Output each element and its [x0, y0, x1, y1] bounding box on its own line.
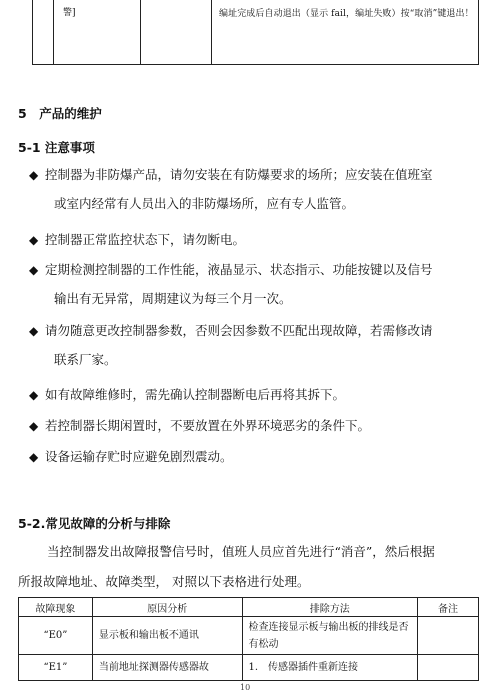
table-cell: “E0”	[19, 617, 93, 655]
page-number: 10	[240, 683, 251, 692]
bullet-diamond-icon: ◆	[29, 419, 39, 433]
list-item-text: 定期检测控制器的工作性能，液晶显示、状态指示、功能按键以及信号	[45, 262, 433, 277]
list-item-text: 如有故障维修时，需先确认控制器断电后再将其拆下。	[45, 387, 346, 402]
list-item-text: 设备运输存贮时应避免剧烈震动。	[45, 449, 233, 464]
bullet-diamond-icon: ◆	[29, 388, 39, 402]
table-cell: 1. 传感器插件重新连接	[242, 655, 418, 681]
table-header-row	[19, 598, 479, 617]
table-cell: 检查连接显示板与输出板的排线是否有松动	[242, 617, 418, 655]
subsection-title: 5-2.常见故障的分析与排除	[18, 516, 171, 531]
table-cell	[418, 655, 479, 681]
bullet-diamond-icon: ◆	[29, 450, 39, 464]
top-table-cell: 警]	[63, 8, 76, 18]
subsection-title: 5-1 注意事项	[18, 140, 95, 155]
table-divider	[140, 0, 141, 64]
column-header: 备注	[418, 598, 479, 617]
table-cell: “E1”	[19, 655, 93, 681]
bullet-diamond-icon: ◆	[29, 324, 39, 338]
list-item-text: 控制器为非防爆产品，请勿安装在有防爆要求的场所；应安装在值班室	[45, 167, 433, 182]
column-header: 故障现象	[19, 598, 93, 617]
table-divider	[53, 0, 54, 64]
fault-table	[18, 597, 479, 681]
bullet-diamond-icon: ◆	[29, 168, 39, 182]
list-item-text: 或室内经常有人员出入的非防爆场所，应有专人监管。	[54, 196, 355, 211]
table-cell: 当前地址探测器传感器故	[92, 655, 242, 681]
table-divider	[211, 0, 212, 64]
top-table-cell: 编址完成后自动退出（显示 fail，编址失败）按“取消”键退出！	[219, 9, 474, 19]
table-cell: 显示板和输出板不通讯	[92, 617, 242, 655]
list-item-text: 若控制器长期闲置时，不要放置在外界环境恶劣的条件下。	[45, 418, 371, 433]
list-item-text: 请勿随意更改控制器参数，否则会因参数不匹配出现故障，若需修改请	[45, 323, 433, 338]
table-row	[19, 655, 479, 681]
column-header: 排除方法	[242, 598, 418, 617]
list-item-text: 联系厂家。	[54, 352, 117, 367]
paragraph-line: 当控制器发出故障报警信号时，值班人员应首先进行“消音”，然后根据	[47, 544, 435, 559]
table-row	[19, 617, 479, 655]
table-cell	[418, 617, 479, 655]
paragraph-line: 所报故障地址、故障类型， 对照以下表格进行处理。	[18, 574, 310, 589]
list-item-text: 输出有无异常，周期建议为每三个月一次。	[54, 291, 292, 306]
section-title: 5 产品的维护	[18, 106, 102, 121]
column-header: 原因分析	[92, 598, 242, 617]
top-table-fragment	[32, 0, 479, 65]
bullet-diamond-icon: ◆	[29, 263, 39, 277]
list-item-text: 控制器正常监控状态下，请勿断电。	[45, 232, 246, 247]
bullet-diamond-icon: ◆	[29, 233, 39, 247]
